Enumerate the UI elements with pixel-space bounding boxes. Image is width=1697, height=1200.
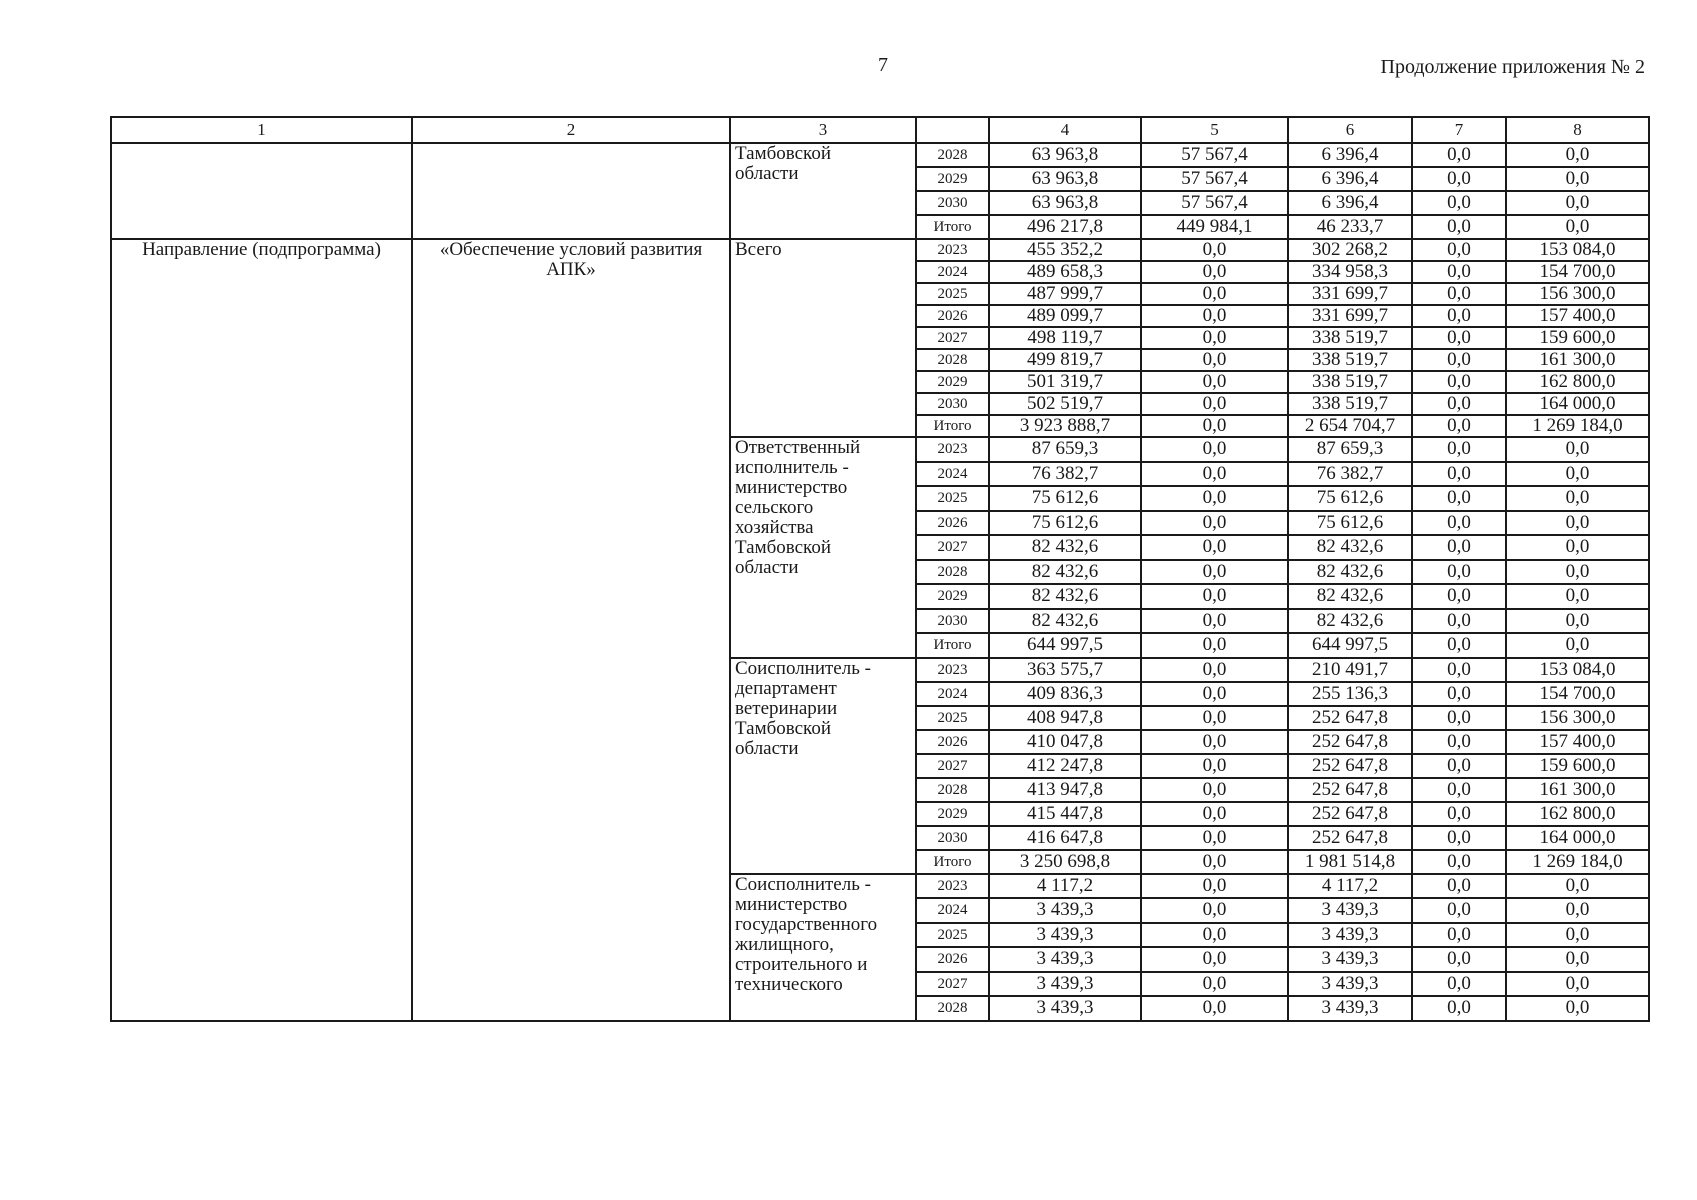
value-cell: 0,0 (1141, 730, 1288, 754)
value-cell: 0,0 (1141, 996, 1288, 1021)
value-cell: 502 519,7 (989, 393, 1141, 415)
value-cell: 57 567,4 (1141, 143, 1288, 167)
value-cell: 75 612,6 (989, 511, 1141, 536)
year-cell: Итого (916, 850, 989, 874)
value-cell: 162 800,0 (1506, 802, 1649, 826)
value-cell: 156 300,0 (1506, 283, 1649, 305)
continuation-note: Продолжение приложения № 2 (1380, 56, 1645, 78)
value-cell: 3 439,3 (1288, 972, 1412, 997)
column-header: 6 (1288, 117, 1412, 143)
value-cell: 0,0 (1141, 371, 1288, 393)
value-cell: 3 439,3 (989, 972, 1141, 997)
value-cell: 0,0 (1412, 327, 1506, 349)
value-cell: 4 117,2 (1288, 874, 1412, 899)
year-cell: 2023 (916, 658, 989, 682)
value-cell: 0,0 (1506, 947, 1649, 972)
value-cell: 0,0 (1141, 754, 1288, 778)
value-cell: 156 300,0 (1506, 706, 1649, 730)
value-cell: 0,0 (1141, 327, 1288, 349)
value-cell: 0,0 (1412, 972, 1506, 997)
value-cell: 82 432,6 (989, 609, 1141, 634)
value-cell: 0,0 (1506, 874, 1649, 899)
value-cell: 409 836,3 (989, 682, 1141, 706)
value-cell: 0,0 (1412, 415, 1506, 437)
value-cell: 75 612,6 (989, 486, 1141, 511)
value-cell: 334 958,3 (1288, 261, 1412, 283)
value-cell: 161 300,0 (1506, 778, 1649, 802)
budget-table (110, 116, 1650, 1022)
column-header: 4 (989, 117, 1141, 143)
executor-name: Всего (730, 239, 916, 437)
value-cell: 338 519,7 (1288, 349, 1412, 371)
value-cell: 1 269 184,0 (1506, 415, 1649, 437)
column-header: 8 (1506, 117, 1649, 143)
year-cell: 2030 (916, 393, 989, 415)
value-cell: 0,0 (1412, 802, 1506, 826)
value-cell: 3 923 888,7 (989, 415, 1141, 437)
value-cell: 0,0 (1412, 682, 1506, 706)
value-cell: 338 519,7 (1288, 393, 1412, 415)
year-cell: 2023 (916, 874, 989, 899)
value-cell: 3 439,3 (1288, 947, 1412, 972)
value-cell: 0,0 (1506, 923, 1649, 948)
value-cell: 57 567,4 (1141, 191, 1288, 215)
value-cell: 0,0 (1141, 283, 1288, 305)
value-cell: 82 432,6 (1288, 560, 1412, 585)
year-cell: 2023 (916, 437, 989, 462)
column-header: 7 (1412, 117, 1506, 143)
year-cell: 2026 (916, 730, 989, 754)
value-cell: 489 099,7 (989, 305, 1141, 327)
year-cell: 2024 (916, 261, 989, 283)
value-cell: 0,0 (1506, 898, 1649, 923)
value-cell: 0,0 (1141, 972, 1288, 997)
value-cell: 6 396,4 (1288, 191, 1412, 215)
value-cell: 82 432,6 (1288, 535, 1412, 560)
value-cell: 3 439,3 (1288, 923, 1412, 948)
column-header: 2 (412, 117, 730, 143)
column-header (916, 117, 989, 143)
value-cell: 0,0 (1412, 754, 1506, 778)
value-cell: 75 612,6 (1288, 511, 1412, 536)
value-cell: 3 250 698,8 (989, 850, 1141, 874)
value-cell: 0,0 (1412, 609, 1506, 634)
value-cell: 455 352,2 (989, 239, 1141, 261)
value-cell: 0,0 (1506, 215, 1649, 239)
value-cell: 0,0 (1412, 215, 1506, 239)
year-cell: 2026 (916, 947, 989, 972)
value-cell: 0,0 (1141, 349, 1288, 371)
value-cell: 489 658,3 (989, 261, 1141, 283)
value-cell: 46 233,7 (1288, 215, 1412, 239)
value-cell: 0,0 (1412, 486, 1506, 511)
value-cell: 449 984,1 (1141, 215, 1288, 239)
year-cell: 2025 (916, 283, 989, 305)
value-cell: 338 519,7 (1288, 327, 1412, 349)
value-cell: 644 997,5 (1288, 633, 1412, 658)
value-cell: 0,0 (1141, 535, 1288, 560)
value-cell: 252 647,8 (1288, 802, 1412, 826)
value-cell: 0,0 (1506, 633, 1649, 658)
value-cell: 0,0 (1506, 437, 1649, 462)
value-cell: 82 432,6 (989, 535, 1141, 560)
value-cell: 57 567,4 (1141, 167, 1288, 191)
value-cell: 252 647,8 (1288, 754, 1412, 778)
value-cell: 302 268,2 (1288, 239, 1412, 261)
value-cell: 0,0 (1141, 658, 1288, 682)
value-cell: 0,0 (1141, 486, 1288, 511)
year-cell: 2028 (916, 349, 989, 371)
value-cell: 82 432,6 (1288, 609, 1412, 634)
value-cell: 0,0 (1506, 167, 1649, 191)
value-cell: 2 654 704,7 (1288, 415, 1412, 437)
subprogram-label: «Обеспечение условий развития АПК» (412, 239, 730, 1021)
empty-cell (111, 143, 412, 239)
header-row (111, 117, 1649, 143)
value-cell: 0,0 (1412, 898, 1506, 923)
year-cell: 2029 (916, 584, 989, 609)
value-cell: 0,0 (1412, 706, 1506, 730)
value-cell: 0,0 (1412, 167, 1506, 191)
value-cell: 157 400,0 (1506, 305, 1649, 327)
value-cell: 76 382,7 (989, 462, 1141, 487)
value-cell: 0,0 (1412, 535, 1506, 560)
value-cell: 0,0 (1141, 261, 1288, 283)
value-cell: 0,0 (1412, 778, 1506, 802)
value-cell: 161 300,0 (1506, 349, 1649, 371)
table-row (111, 143, 1649, 167)
value-cell: 153 084,0 (1506, 239, 1649, 261)
value-cell: 0,0 (1141, 609, 1288, 634)
value-cell: 0,0 (1141, 437, 1288, 462)
table-row (111, 239, 1649, 261)
value-cell: 252 647,8 (1288, 706, 1412, 730)
value-cell: 252 647,8 (1288, 826, 1412, 850)
value-cell: 0,0 (1412, 437, 1506, 462)
value-cell: 0,0 (1412, 261, 1506, 283)
value-cell: 3 439,3 (989, 898, 1141, 923)
year-cell: 2026 (916, 305, 989, 327)
value-cell: 0,0 (1141, 778, 1288, 802)
value-cell: 0,0 (1141, 584, 1288, 609)
value-cell: 0,0 (1412, 393, 1506, 415)
year-cell: 2025 (916, 706, 989, 730)
value-cell: 0,0 (1141, 633, 1288, 658)
value-cell: 501 319,7 (989, 371, 1141, 393)
value-cell: 0,0 (1412, 462, 1506, 487)
value-cell: 0,0 (1506, 972, 1649, 997)
value-cell: 0,0 (1412, 947, 1506, 972)
value-cell: 0,0 (1412, 826, 1506, 850)
value-cell: 0,0 (1141, 511, 1288, 536)
value-cell: 0,0 (1141, 415, 1288, 437)
value-cell: 4 117,2 (989, 874, 1141, 899)
page-number: 7 (878, 54, 888, 76)
value-cell: 0,0 (1141, 826, 1288, 850)
value-cell: 154 700,0 (1506, 261, 1649, 283)
executor-name: Ответственный исполнитель - министерство сельского хозяйства Тамбовской области (730, 437, 916, 658)
value-cell: 0,0 (1506, 996, 1649, 1021)
year-cell: 2027 (916, 754, 989, 778)
value-cell: 410 047,8 (989, 730, 1141, 754)
value-cell: 487 999,7 (989, 283, 1141, 305)
value-cell: 0,0 (1412, 191, 1506, 215)
value-cell: 0,0 (1141, 682, 1288, 706)
value-cell: 6 396,4 (1288, 143, 1412, 167)
empty-cell (412, 143, 730, 239)
year-cell: 2025 (916, 486, 989, 511)
value-cell: 0,0 (1141, 850, 1288, 874)
value-cell: 255 136,3 (1288, 682, 1412, 706)
year-cell: 2028 (916, 143, 989, 167)
value-cell: 0,0 (1141, 393, 1288, 415)
year-cell: 2029 (916, 167, 989, 191)
value-cell: 0,0 (1141, 462, 1288, 487)
value-cell: 0,0 (1412, 633, 1506, 658)
year-cell: 2025 (916, 923, 989, 948)
value-cell: 1 981 514,8 (1288, 850, 1412, 874)
value-cell: 0,0 (1141, 898, 1288, 923)
value-cell: 415 447,8 (989, 802, 1141, 826)
value-cell: 0,0 (1141, 874, 1288, 899)
value-cell: 3 439,3 (989, 996, 1141, 1021)
value-cell: 154 700,0 (1506, 682, 1649, 706)
value-cell: 3 439,3 (1288, 898, 1412, 923)
year-cell: 2030 (916, 609, 989, 634)
value-cell: 63 963,8 (989, 167, 1141, 191)
value-cell: 0,0 (1412, 239, 1506, 261)
year-cell: 2029 (916, 802, 989, 826)
value-cell: 6 396,4 (1288, 167, 1412, 191)
value-cell: 0,0 (1412, 584, 1506, 609)
value-cell: 1 269 184,0 (1506, 850, 1649, 874)
value-cell: 0,0 (1506, 535, 1649, 560)
value-cell: 159 600,0 (1506, 327, 1649, 349)
value-cell: 0,0 (1412, 560, 1506, 585)
value-cell: 0,0 (1506, 462, 1649, 487)
value-cell: 0,0 (1412, 349, 1506, 371)
value-cell: 153 084,0 (1506, 658, 1649, 682)
year-cell: 2028 (916, 996, 989, 1021)
value-cell: 0,0 (1141, 923, 1288, 948)
value-cell: 0,0 (1412, 305, 1506, 327)
year-cell: 2030 (916, 826, 989, 850)
year-cell: 2028 (916, 560, 989, 585)
value-cell: 3 439,3 (1288, 996, 1412, 1021)
value-cell: 0,0 (1412, 874, 1506, 899)
year-cell: 2029 (916, 371, 989, 393)
value-cell: 331 699,7 (1288, 305, 1412, 327)
value-cell: 0,0 (1412, 658, 1506, 682)
value-cell: 87 659,3 (1288, 437, 1412, 462)
value-cell: 0,0 (1412, 371, 1506, 393)
year-cell: Итого (916, 415, 989, 437)
value-cell: 0,0 (1141, 802, 1288, 826)
value-cell: 82 432,6 (989, 584, 1141, 609)
year-cell: 2027 (916, 972, 989, 997)
year-cell: Итого (916, 633, 989, 658)
value-cell: 0,0 (1412, 730, 1506, 754)
value-cell: 164 000,0 (1506, 393, 1649, 415)
value-cell: 0,0 (1506, 486, 1649, 511)
year-cell: 2030 (916, 191, 989, 215)
value-cell: 412 247,8 (989, 754, 1141, 778)
executor-name: Соисполнитель - департамент ветеринарии Тамбовской области (730, 658, 916, 874)
value-cell: 76 382,7 (1288, 462, 1412, 487)
value-cell: 416 647,8 (989, 826, 1141, 850)
value-cell: 0,0 (1412, 511, 1506, 536)
value-cell: 159 600,0 (1506, 754, 1649, 778)
value-cell: 0,0 (1412, 923, 1506, 948)
value-cell: 408 947,8 (989, 706, 1141, 730)
value-cell: 87 659,3 (989, 437, 1141, 462)
year-cell: 2027 (916, 327, 989, 349)
value-cell: 0,0 (1506, 143, 1649, 167)
value-cell: 0,0 (1412, 143, 1506, 167)
table-body (111, 117, 1649, 1021)
value-cell: 75 612,6 (1288, 486, 1412, 511)
value-cell: 252 647,8 (1288, 730, 1412, 754)
value-cell: 363 575,7 (989, 658, 1141, 682)
value-cell: 82 432,6 (1288, 584, 1412, 609)
value-cell: 63 963,8 (989, 143, 1141, 167)
year-cell: 2024 (916, 898, 989, 923)
value-cell: 496 217,8 (989, 215, 1141, 239)
value-cell: 0,0 (1412, 996, 1506, 1021)
value-cell: 210 491,7 (1288, 658, 1412, 682)
value-cell: 0,0 (1141, 239, 1288, 261)
value-cell: 331 699,7 (1288, 283, 1412, 305)
value-cell: 644 997,5 (989, 633, 1141, 658)
value-cell: 0,0 (1506, 511, 1649, 536)
value-cell: 0,0 (1506, 560, 1649, 585)
year-cell: 2026 (916, 511, 989, 536)
value-cell: 252 647,8 (1288, 778, 1412, 802)
value-cell: 0,0 (1141, 706, 1288, 730)
year-cell: 2028 (916, 778, 989, 802)
year-cell: 2023 (916, 239, 989, 261)
value-cell: 0,0 (1141, 305, 1288, 327)
column-header: 1 (111, 117, 412, 143)
value-cell: 499 819,7 (989, 349, 1141, 371)
value-cell: 3 439,3 (989, 923, 1141, 948)
value-cell: 0,0 (1141, 947, 1288, 972)
value-cell: 413 947,8 (989, 778, 1141, 802)
year-cell: 2024 (916, 682, 989, 706)
column-header: 5 (1141, 117, 1288, 143)
value-cell: 164 000,0 (1506, 826, 1649, 850)
value-cell: 162 800,0 (1506, 371, 1649, 393)
executor-name: Соисполнитель - министерство государственного жилищного, строительного и технического (730, 874, 916, 1021)
direction-label: Направление (подпрограмма) (111, 239, 412, 1021)
value-cell: 63 963,8 (989, 191, 1141, 215)
value-cell: 0,0 (1412, 283, 1506, 305)
column-header: 3 (730, 117, 916, 143)
value-cell: 157 400,0 (1506, 730, 1649, 754)
year-cell: 2027 (916, 535, 989, 560)
value-cell: 338 519,7 (1288, 371, 1412, 393)
year-cell: Итого (916, 215, 989, 239)
value-cell: 82 432,6 (989, 560, 1141, 585)
value-cell: 0,0 (1506, 584, 1649, 609)
executor-name: Тамбовской области (730, 143, 916, 239)
year-cell: 2024 (916, 462, 989, 487)
value-cell: 3 439,3 (989, 947, 1141, 972)
value-cell: 498 119,7 (989, 327, 1141, 349)
value-cell: 0,0 (1141, 560, 1288, 585)
value-cell: 0,0 (1506, 191, 1649, 215)
value-cell: 0,0 (1412, 850, 1506, 874)
value-cell: 0,0 (1506, 609, 1649, 634)
